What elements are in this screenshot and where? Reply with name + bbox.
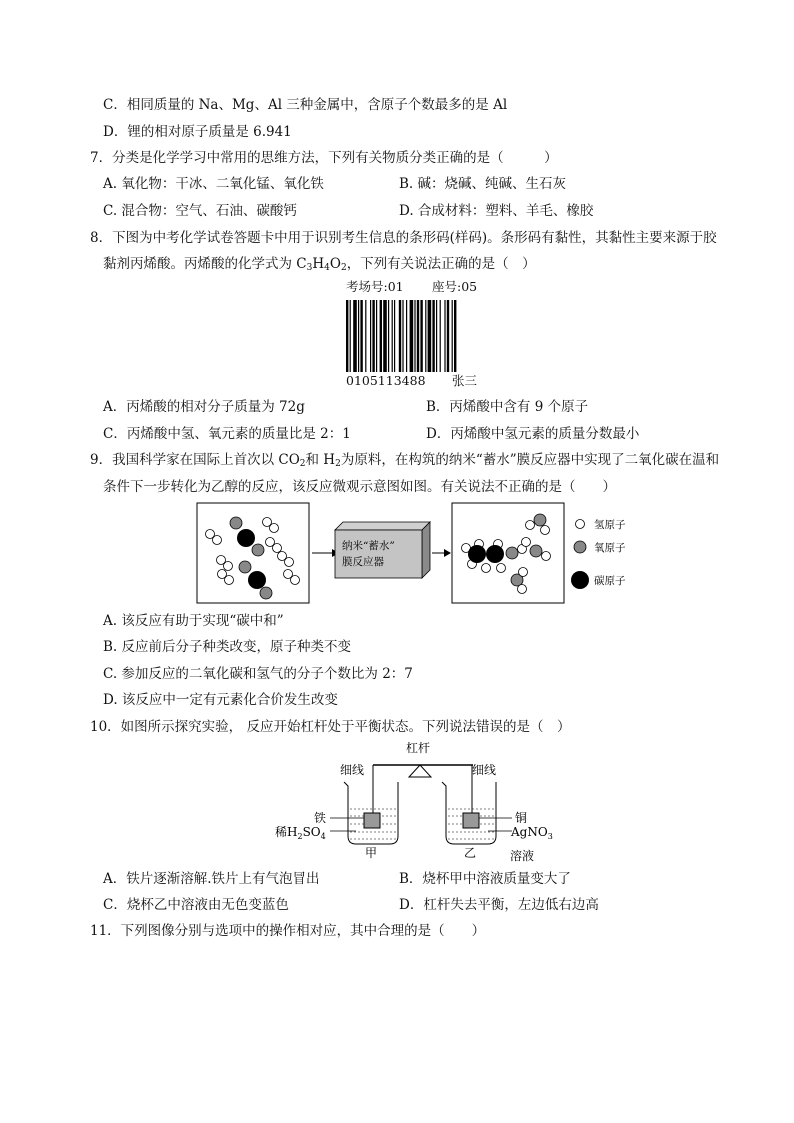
q8-option-d: D．丙烯酸中氢元素的质量分数最小 xyxy=(426,426,640,442)
hydrogen-atom xyxy=(518,585,527,594)
barcode-seat-label: 座号:05 xyxy=(432,279,478,294)
hydrogen-atom xyxy=(224,562,233,571)
oxygen-atom xyxy=(506,547,518,559)
barcode-stripe xyxy=(402,300,403,372)
oxygen-atom xyxy=(239,561,251,573)
barcode-stripe xyxy=(428,300,432,372)
barcode-stripe xyxy=(406,300,407,372)
q7-option-a: A. 氧化物：干冰、二氧化锰、氧化铁 xyxy=(103,176,324,192)
thread-left-label: 细线 xyxy=(340,763,365,777)
legend-hydrogen-icon xyxy=(576,520,585,529)
barcode-stripe xyxy=(425,300,426,372)
q9-sub: 2 xyxy=(335,459,341,469)
carbon-atom xyxy=(248,571,266,589)
q10-stem: 10．如图所示探究实验， 反应开始杠杆处于平衡状态。下列说法错误的是（ ） xyxy=(90,719,571,735)
q6-option-c: C．相同质量的 Na、Mg、Al 三种金属中，含原子个数最多的是 Al xyxy=(103,97,508,113)
q9-option-b: B. 反应前后分子种类改变，原子种类不变 xyxy=(103,639,352,655)
carbon-atom xyxy=(486,545,504,563)
q8-text: 黏剂丙烯酸。丙烯酸的化学式为 C xyxy=(103,256,307,272)
q9-text: 9．我国科学家在国际上首次以 CO xyxy=(90,452,300,468)
legend-carbon-label: 碳原子 xyxy=(594,575,626,587)
barcode-stripe xyxy=(376,300,377,372)
beaker-b-label: 乙 xyxy=(464,846,477,860)
barcode-stripe xyxy=(346,300,348,372)
reaction-diagram xyxy=(196,500,646,610)
q8-sub: 3 xyxy=(306,263,313,273)
hydrogen-atom xyxy=(291,576,300,585)
barcode-stripe xyxy=(414,300,415,372)
q9-option-c: C. 参加反应的二氧化碳和氢气的分子个数比为 2：7 xyxy=(103,666,413,682)
reactor-label-line1: 纳米“蓄水” xyxy=(342,540,395,552)
q8-stem-line2 xyxy=(103,255,536,273)
q8-sub: 4 xyxy=(324,263,330,273)
q8-text: H xyxy=(312,256,325,272)
copper-label: 铜 xyxy=(515,811,528,825)
acid-sub: 2 xyxy=(297,832,303,841)
barcode-stripe xyxy=(420,300,422,372)
barcode-stripe xyxy=(380,300,382,372)
arrow-head xyxy=(444,549,451,557)
oxygen-atom xyxy=(230,517,242,529)
iron-label: 铁 xyxy=(314,811,327,825)
barcode-stripe xyxy=(444,300,445,372)
hydrogen-atom xyxy=(519,568,528,577)
barcode-stripe xyxy=(417,300,419,372)
reactor-label-line2: 膜反应器 xyxy=(342,556,384,568)
barcode-stripe xyxy=(358,300,359,372)
q9-text: 和 H xyxy=(305,452,336,468)
hydrogen-atom xyxy=(285,558,294,567)
barcode-stripe xyxy=(372,300,374,372)
acid-sub: 4 xyxy=(320,832,326,841)
barcode-figure xyxy=(340,278,490,390)
barcode-stripe xyxy=(392,300,393,372)
barcode-bars xyxy=(344,300,490,372)
q9-stem-line2: 条件下一步转化为乙醇的反应，该反应微观示意图如图。有关说法不正确的是（ ） xyxy=(103,479,616,495)
barcode-stripe xyxy=(365,300,366,372)
hydrogen-atom xyxy=(541,526,550,535)
barcode-stripe xyxy=(440,300,441,372)
hydrogen-atom xyxy=(497,564,506,573)
barcode-name: 张三 xyxy=(452,373,478,388)
copper-plate xyxy=(463,813,479,828)
hydrogen-atom xyxy=(225,576,234,585)
barcode-stripe xyxy=(432,300,434,372)
agno3-text: AgNO xyxy=(511,825,548,839)
q8-sub: 2 xyxy=(340,263,347,273)
barcode-stripe xyxy=(394,300,395,372)
barcode-room-label: 考场号:01 xyxy=(346,279,404,294)
oxygen-atom xyxy=(530,545,542,557)
atom-legend xyxy=(571,518,626,589)
acid-text: 稀H xyxy=(275,825,298,839)
legend-oxygen-icon xyxy=(574,541,586,553)
q10-option-b: B．烧杯甲中溶液质量变大了 xyxy=(399,871,571,887)
q9-option-a: A. 该反应有助于实现“碳中和” xyxy=(103,613,284,629)
q9-text: 为原料，在构筑的纳米“蓄水”膜反应器中实现了二氧化碳在温和 xyxy=(340,452,720,468)
q6-option-d: D．锂的相对原子质量是 6.941 xyxy=(103,124,292,140)
q10-option-c: C．烧杯乙中溶液由无色变蓝色 xyxy=(103,897,289,913)
legend-hydrogen-label: 氢原子 xyxy=(594,519,626,531)
reactor-box xyxy=(335,522,430,578)
barcode-stripe xyxy=(388,300,389,372)
barcode-stripe xyxy=(436,300,437,372)
barcode-stripe xyxy=(447,300,449,372)
carbon-atom xyxy=(468,545,486,563)
beaker-a-label: 甲 xyxy=(365,846,378,860)
q8-stem-line1: 8．下图为中考化学试卷答题卡中用于识别考生信息的条形码(样码)。条形码有黏性，其黏性主要来源于胶 xyxy=(90,230,717,246)
barcode-stripe xyxy=(353,300,357,372)
iron-plate xyxy=(364,813,380,828)
fulcrum-icon xyxy=(409,765,431,777)
legend-oxygen-label: 氧原子 xyxy=(594,542,626,554)
barcode-stripe xyxy=(452,300,453,372)
barcode-stripe xyxy=(454,300,456,372)
q8-option-b: B．丙烯酸中含有 9 个原子 xyxy=(426,399,589,415)
solution-label: 溶液 xyxy=(510,849,535,863)
q7-option-c: C. 混合物：空气、石油、碳酸钙 xyxy=(103,203,297,219)
q7-option-d: D. 合成材料：塑料、羊毛、橡胶 xyxy=(399,203,594,219)
barcode-stripe xyxy=(350,300,351,372)
lever-experiment-diagram xyxy=(268,738,568,863)
thread-right-label: 细线 xyxy=(472,763,497,777)
q10-option-d: D．杠杆失去平衡，左边低右边高 xyxy=(399,897,599,913)
oxygen-atom xyxy=(260,587,272,599)
carbon-atom xyxy=(237,529,255,547)
barcode-stripe xyxy=(383,300,387,372)
barcode-number: 0105113488 xyxy=(346,373,426,388)
q9-stem-line1 xyxy=(90,451,719,469)
hydrogen-atom xyxy=(273,544,282,553)
oxygen-atom xyxy=(534,514,546,526)
q8-option-c: C．丙烯酸中氢、氧元素的质量比是 2：1 xyxy=(103,426,351,442)
q8-text: O xyxy=(329,256,341,272)
lever-label: 杠杆 xyxy=(406,741,431,755)
hydrogen-atom xyxy=(526,521,535,530)
barcode-stripe xyxy=(399,300,401,372)
agno3-sub: 3 xyxy=(547,832,553,841)
hydrogen-atom xyxy=(522,538,531,547)
q9-option-d: D. 该反应中一定有元素化合价发生改变 xyxy=(103,692,338,708)
hydrogen-atom xyxy=(482,564,491,573)
oxygen-atom xyxy=(252,544,264,556)
hydrogen-atom xyxy=(270,524,279,533)
q7-stem: 7．分类是化学学习中常用的思维方法，下列有关物质分类正确的是（ ） xyxy=(90,150,558,166)
hydrogen-atom xyxy=(213,536,222,545)
q8-option-a: A．丙烯酸的相对分子质量为 72g xyxy=(103,399,305,415)
q10-option-a: A．铁片逐渐溶解.铁片上有气泡冒出 xyxy=(103,871,320,887)
q7-option-b: B. 碱：烧碱、纯碱、生石灰 xyxy=(399,176,567,192)
barcode-stripe xyxy=(370,300,371,372)
barcode-stripe xyxy=(410,300,414,372)
legend-carbon-icon xyxy=(571,571,589,589)
barcode-stripe xyxy=(360,300,362,372)
hydrogen-atom xyxy=(542,552,551,561)
q11-stem: 11．下列图像分别与选项中的操作相对应，其中合理的是（ ） xyxy=(90,923,486,939)
q8-text: ，下列有关说法正确的是（ ） xyxy=(346,256,536,272)
q9-sub: 2 xyxy=(299,459,306,469)
acid-label xyxy=(275,824,326,841)
acid-text: SO xyxy=(302,825,321,839)
agno3-label xyxy=(510,825,553,841)
